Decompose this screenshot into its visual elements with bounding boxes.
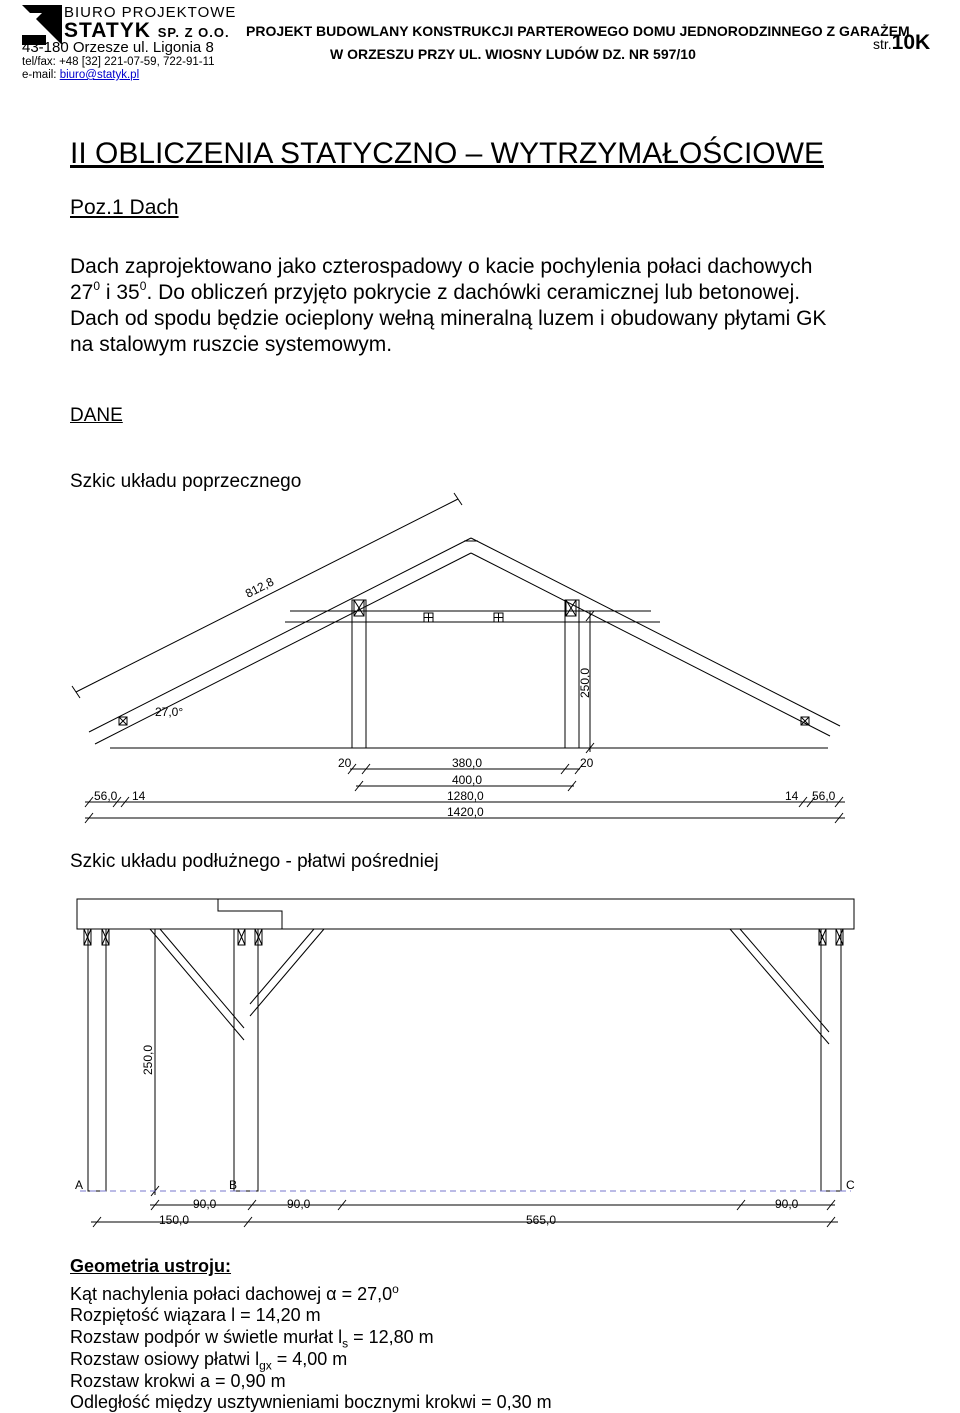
- support-label-b: B: [229, 1178, 238, 1192]
- section-title: II OBLICZENIA STATYCZNO – WYTRZYMAŁOŚCIOWE: [70, 137, 824, 170]
- geometry-bracing-distance: Odległość między usztywnieniami bocznymi krokwi = 0,30 m: [70, 1392, 552, 1412]
- dim-label: 20: [580, 756, 594, 770]
- email-prefix: e-mail:: [22, 69, 60, 81]
- support-label-a: A: [75, 1178, 84, 1192]
- dim-label: 20: [338, 756, 352, 770]
- geometry-span: Rozpiętość wiązara l = 14,20 m: [70, 1305, 321, 1325]
- purlin-cross-icon: [119, 600, 809, 725]
- dim-label: 56,0: [94, 789, 118, 803]
- paragraph-line: Dach zaprojektowano jako czterospadowy o kacie pochylenia połaci dachowych: [70, 255, 813, 278]
- dim-label: 90,0: [287, 1197, 311, 1211]
- company-phone: tel/fax: +48 [32] 221-07-59, 722-91-11: [22, 56, 215, 68]
- long-section-drawing: [77, 899, 854, 1227]
- company-address: 43-180 Orzesze ul. Ligonia 8: [22, 39, 214, 56]
- company-name: BIURO PROJEKTOWE: [64, 4, 237, 21]
- project-title-line1: PROJEKT BUDOWLANY KONSTRUKCJI PARTEROWEGO DOMU JEDNORODZINNEGO Z GARAŻEM: [246, 23, 910, 39]
- paragraph-line: na stalowym ruszcie systemowym.: [70, 333, 393, 356]
- dim-label: 1280,0: [447, 789, 484, 803]
- dim-label: 400,0: [452, 773, 483, 787]
- geometry-angle: Kąt nachylenia połaci dachowej $\alpha = 27,0^o$: [70, 1282, 399, 1304]
- dim-label: 90,0: [775, 1197, 799, 1211]
- brand-name: STATYK: [64, 19, 151, 42]
- dim-label: 565,0: [526, 1213, 557, 1227]
- rafter-length-label: 812,8: [243, 574, 277, 601]
- paragraph-line: Dach od spodu będzie ocieplony wełną mineralną luzem i obudowany płytami GK: [70, 307, 827, 330]
- post-cross-icon: [84, 929, 843, 945]
- dim-label: 1420,0: [447, 805, 484, 819]
- subsection-title: Poz.1 Dach: [70, 196, 179, 219]
- support-label-c: C: [846, 1178, 855, 1192]
- dane-heading: DANE: [70, 405, 123, 426]
- roof-angle-label: 27,0°: [155, 705, 184, 719]
- dim-label: 90,0: [193, 1197, 217, 1211]
- project-title-line2: W ORZESZU PRZY UL. WIOSNY LUDÓW DZ. NR 597/10: [330, 46, 696, 62]
- page-number-value: 10K: [891, 31, 931, 54]
- purlin-height-label: 250,0: [141, 1044, 155, 1075]
- dim-label: 14: [785, 789, 799, 803]
- brand-suffix: SP. Z O.O.: [157, 25, 230, 40]
- geometry-clear-span: Rozstaw podpór w świetle murłat $l_s = 12,80$ m: [70, 1327, 434, 1351]
- cross-section-caption: Szkic układu poprzecznego: [70, 471, 302, 492]
- paragraph-line: $27^0$ i $35^0$. Do obliczeń przyjęto pokrycie z dachówki ceramicznej lub betonowej.: [70, 279, 801, 304]
- geometry-heading: Geometria ustroju:: [70, 1256, 232, 1276]
- truss-height-label: 250,0: [578, 667, 592, 698]
- dim-label: 380,0: [452, 756, 483, 770]
- dim-label: 150,0: [159, 1213, 190, 1227]
- page-prefix: str.: [873, 36, 892, 52]
- long-section-caption: Szkic układu podłużnego - płatwi pośredniej: [70, 851, 439, 872]
- geometry-purlin-spacing: Rozstaw osiowy płatwi $l_{gx} = 4,00$ m: [70, 1349, 348, 1373]
- email-link[interactable]: biuro@statyk.pl: [59, 69, 140, 81]
- dim-label: 14: [132, 789, 146, 803]
- dim-label: 56,0: [812, 789, 836, 803]
- geometry-rafter-spacing: Rozstaw krokwi a = 0,90 m: [70, 1371, 286, 1391]
